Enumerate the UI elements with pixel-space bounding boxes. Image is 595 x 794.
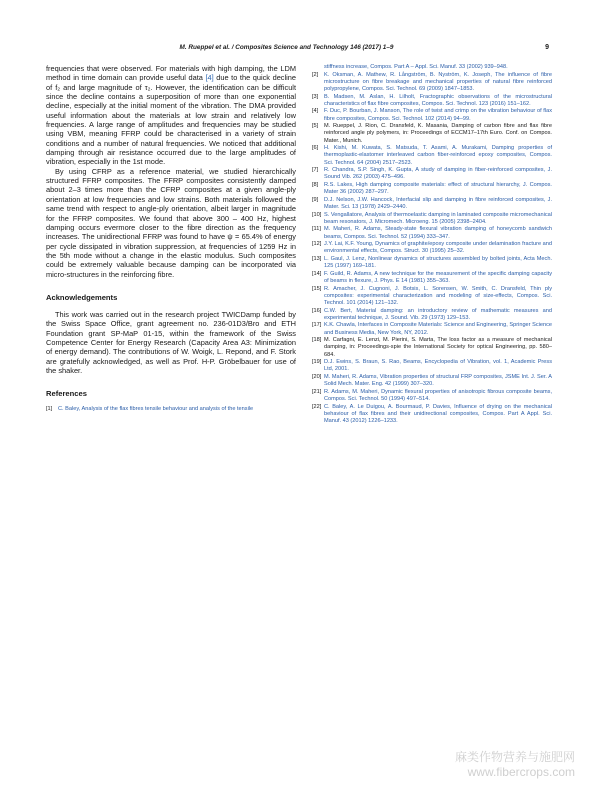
reference-number: [16] [312, 307, 322, 314]
reference-text[interactable]: H. Kishi, M. Kuwata, S. Matsuda, T. Asami, A. Murakami, Damping properties of thermoplastic-elastomer interleaved carbon fiber-reinforced epoxy composites, Compos. Sci. Technol. 64 (2004) 2517–2523. [324, 145, 552, 166]
reference-number: [9] [312, 196, 319, 203]
reference-item[interactable] [312, 94, 552, 108]
acknowledgements-heading: Acknowledgements [46, 292, 118, 302]
reference-number: [11] [312, 226, 321, 233]
conclusion-paragraph-2: By using CFRP as a reference material, we studied hierarchically structured FFRP composites. The FFRP composites consistently damped about 2–3 times more than the CFRP composites at a given angle-ply orientation at low frequencies and low strains. Both materials followed the same trend with respect to angle-ply orientation, albeit larger in magnitude for the FFRP composites. We found that above 300 – 400 Hz, highest damping occurs evermore closer to the fibre direction as the frequency increases. The unidirectional FFRP was found to have ψ = 65.4% of energy per cycle dissipated in vibration suppression, at frequencies of 1259 Hz in the 5th mode without a change in the elastic modulus. Such composites could be extremely valuable because damping can be incorporated via micro-structures in the reinforcing fibre. [46, 166, 296, 279]
reference-item[interactable] [312, 241, 552, 255]
reference-item[interactable] [312, 108, 552, 122]
reference-item[interactable] [312, 337, 552, 359]
reference-text[interactable]: M. Maheri, R. Adams, Vibration properties of structural FRP composites, JSME Int. J. Ser. A Solid Mech. Mater. Eng. 42 (1999) 307–320. [324, 373, 552, 388]
reference-text[interactable]: M. Maheri, R. Adams, Steady-state flexural vibration damping of honeycomb sandwich beams, Compos. Sci. Technol. 52 (1994) 333–347. [324, 226, 552, 240]
watermark-chinese: 麻类作物营养与施肥网 [454, 750, 575, 764]
reference-number: [6] [312, 145, 319, 152]
reference-number: [10] [312, 211, 322, 218]
reference-number: [2] [312, 71, 319, 78]
reference-text[interactable]: M. Rueppel, J. Rion, C. Dransfeld, K. Masania, Damping of carbon fibre and flax fibre reinforced angle ply polymers, in: Proceedings of ECCM17–17th Euro. Conf. on Compos. Mater., Munich. [324, 123, 552, 144]
reference-number: [7] [312, 167, 319, 174]
left-column [46, 64, 296, 414]
reference-number: [5] [312, 123, 319, 130]
reference-list [312, 72, 552, 426]
reference-number: [12] [312, 241, 322, 248]
reference-item[interactable] [312, 256, 552, 270]
reference-item[interactable] [312, 182, 552, 196]
reference-number: [4] [312, 108, 319, 115]
reference-text[interactable]: C. Baley, Analysis of the flax fibres tensile behaviour and analysis of the tensile [58, 406, 254, 413]
reference-text[interactable]: R. Amacher, J. Cugnoni, J. Botsis, L. Sorensen, W. Smith, C. Dransfeld, Thin ply composites: experimental characterization and modeling of size-effects, Compos. Sci. Technol. 101 (2014) 121–132. [324, 285, 552, 306]
reference-number: [17] [312, 322, 322, 329]
reference-number: [21] [312, 388, 322, 395]
reference-item[interactable] [46, 406, 296, 413]
reference-number: [18] [312, 337, 322, 344]
reference-number: [13] [312, 255, 322, 262]
page-header [46, 44, 549, 56]
reference-number: [15] [312, 285, 322, 292]
reference-text[interactable]: K. Oksman, A. Mathew, R. Långström, B. Nyström, K. Joseph, The influence of fibre microstructure on fibre breakage and mechanical properties of natural fibre reinforced polypropylene, Compos. Sci. Technol. 69 (2009) 1847–1853. [324, 71, 552, 92]
reference-text[interactable]: B. Madsen, M. Aslan, H. Lilholt, Fractographic observations of the microstructural characteristics of flax fibre composites, Compos. Sci. Technol. 123 (2016) 151–162. [324, 93, 552, 107]
reference-item[interactable] [312, 212, 552, 226]
reference-number: [22] [312, 403, 322, 410]
conclusion-paragraph-1 [46, 64, 296, 167]
reference-text[interactable]: S. Vengallatore, Analysis of thermoelastic damping in laminated composite micromechanical beam resonators, J. Micromech. Microeng. 15 (2005) 2398–2404. [324, 211, 552, 225]
site-watermark [455, 750, 575, 780]
reference-text[interactable]: D.J. Ewins, S. Braun, S. Rao, Beams, Encyclopedia of Vibration, vol. 1, Academic Press Ltd, 2001. [324, 359, 552, 373]
watermark-url: www.fibercrops.com [467, 765, 575, 779]
reference-item[interactable] [312, 145, 552, 167]
reference-text[interactable]: L. Gaul, J. Lenz, Nonlinear dynamics of structures assembled by bolted joints, Acta Mech. 125 (1997) 169–181. [324, 255, 552, 270]
reference-number: [14] [312, 270, 322, 277]
reference-item[interactable] [312, 167, 552, 181]
reference-continuation[interactable]: stiffness increase, Compos. Part A – Appl. Sci. Manuf. 33 (2002) 939–948. [324, 64, 508, 70]
reference-text[interactable]: J.Y. Lai, K.F. Young, Dynamics of graphite/epoxy composite under delamination fracture and environmental effects, Compos. Struct. 30 (1995) 25–32. [324, 241, 552, 255]
reference-number: [19] [312, 359, 322, 366]
reference-text[interactable]: C. Baley, A. Le Duigou, A. Bourmaud, P. Davies, Influence of drying on the mechanical behaviour of flax fibres and their unidirectional composites, Compos. Part A Appl. Sci. Manuf. 43 (2012) 1226–1233. [324, 403, 552, 424]
reference-number: [1] [46, 406, 53, 413]
reference-text[interactable]: C.W. Bert, Material damping: an introductory review of mathematic measures and experimental technique, J. Sound. Vib. 29 (1973) 129–153. [324, 307, 552, 321]
right-column [312, 64, 552, 426]
reference-item[interactable] [312, 226, 552, 240]
paragraph-text-continued: due to the quick decline of f₂ and large magnitude of τ₂. However, the identification can be difficult since the decline contains a superposition of more than one exponential decline, especially at the initial moment of the vibration. The DMA provided useful information about the materials at low strain and relatively low frequencies. A large range of amplitudes and frequencies may be studied using VBM, meaning FFRP could be characterised in a variety of strain conditions and a number of natural frequencies. We noticed that additional damping through air resistance occurred due to the large amplitudes of vibration, especially in the 1st mode. [46, 73, 296, 167]
reference-item[interactable] [312, 404, 552, 426]
reference-item[interactable] [312, 123, 552, 145]
page-number: 9 [545, 44, 549, 51]
running-title: M. Rueppel et al. / Composites Science and Technology 146 (2017) 1–9 [179, 44, 394, 51]
citation-link[interactable]: [4] [205, 73, 214, 83]
reference-item[interactable] [312, 197, 552, 211]
reference-item[interactable] [312, 286, 552, 308]
reference-text[interactable]: K.K. Chawla, Interfaces in Composite Materials: Science and Engineering, Springer Science and Business Media, New York, NY, 2012. [324, 322, 552, 336]
reference-text[interactable]: R. Adams, M. Maheri, Dynamic flexural properties of anisotropic fibrous composite beams, Compos. Sci. Technol. 50 (1994) 497–514. [324, 388, 552, 402]
references-heading: References [46, 389, 87, 399]
reference-number: [20] [312, 373, 322, 380]
reference-text[interactable]: F. Duc, P. Bourban, J. Manson, The role of twist and crimp on the vibration behaviour of flax fibre composites, Compos. Sci. Technol. 102 (2014) 94–99. [324, 108, 552, 122]
reference-item[interactable] [312, 374, 552, 388]
reference-item[interactable] [312, 72, 552, 94]
acknowledgements-text: This work was carried out in the research project TWICDamp funded by the Swiss Space Office, grant agreement no. 236-01D3/Bro and ETH Foundation grant SP-MaP 01-15, within the framework of the Swiss Competence Center for Energy Research (Capacity Area A3: Minimization of energy demand). The contributions of W. Woigk, L. Repond, and F. Stork are gratefully acknowledged, as well as Prof. H-P. Gröbelbauer for use of the shaker. [46, 309, 296, 375]
reference-item[interactable] [312, 271, 552, 285]
reference-item[interactable] [312, 322, 552, 336]
reference-number: [3] [312, 93, 319, 100]
reference-text[interactable]: D.J. Nelson, J.W. Hancock, Interfacial slip and damping in fibre reinforced composites, J. Mater. Sci. 13 (1978) 2429–2440. [324, 196, 552, 210]
reference-number: [8] [312, 181, 319, 188]
reference-text[interactable]: F. Guild, R. Adams, A new technique for the measurement of the specific damping capacity of beams in flexure, J. Phys. E 14 (1981) 355–363. [324, 270, 552, 284]
reference-item[interactable] [312, 359, 552, 373]
reference-text[interactable]: R.S. Lakes, High damping composite materials: effect of structural hierarchy, J. Compos. Mater 36 (2002) 287–297. [324, 181, 552, 196]
paragraph-text: frequencies that were observed. For materials with high damping, the LDM method in time domain can provide useful data [46, 64, 296, 83]
reference-text[interactable]: M. Carfagni, E. Lenzi, M. Pierini, S. Marta, The loss factor as a measure of mechanical damping, in: Proceedings-spie the International Society for optical Engineering, pp. 580–684. [324, 337, 552, 358]
reference-text[interactable]: R. Chandra, S.P. Singh, K. Gupta, A study of damping in fiber-reinforced composites, J. Sound Vib. 262 (2003) 475–496. [324, 167, 552, 181]
reference-item[interactable] [312, 308, 552, 322]
reference-item[interactable] [312, 389, 552, 403]
